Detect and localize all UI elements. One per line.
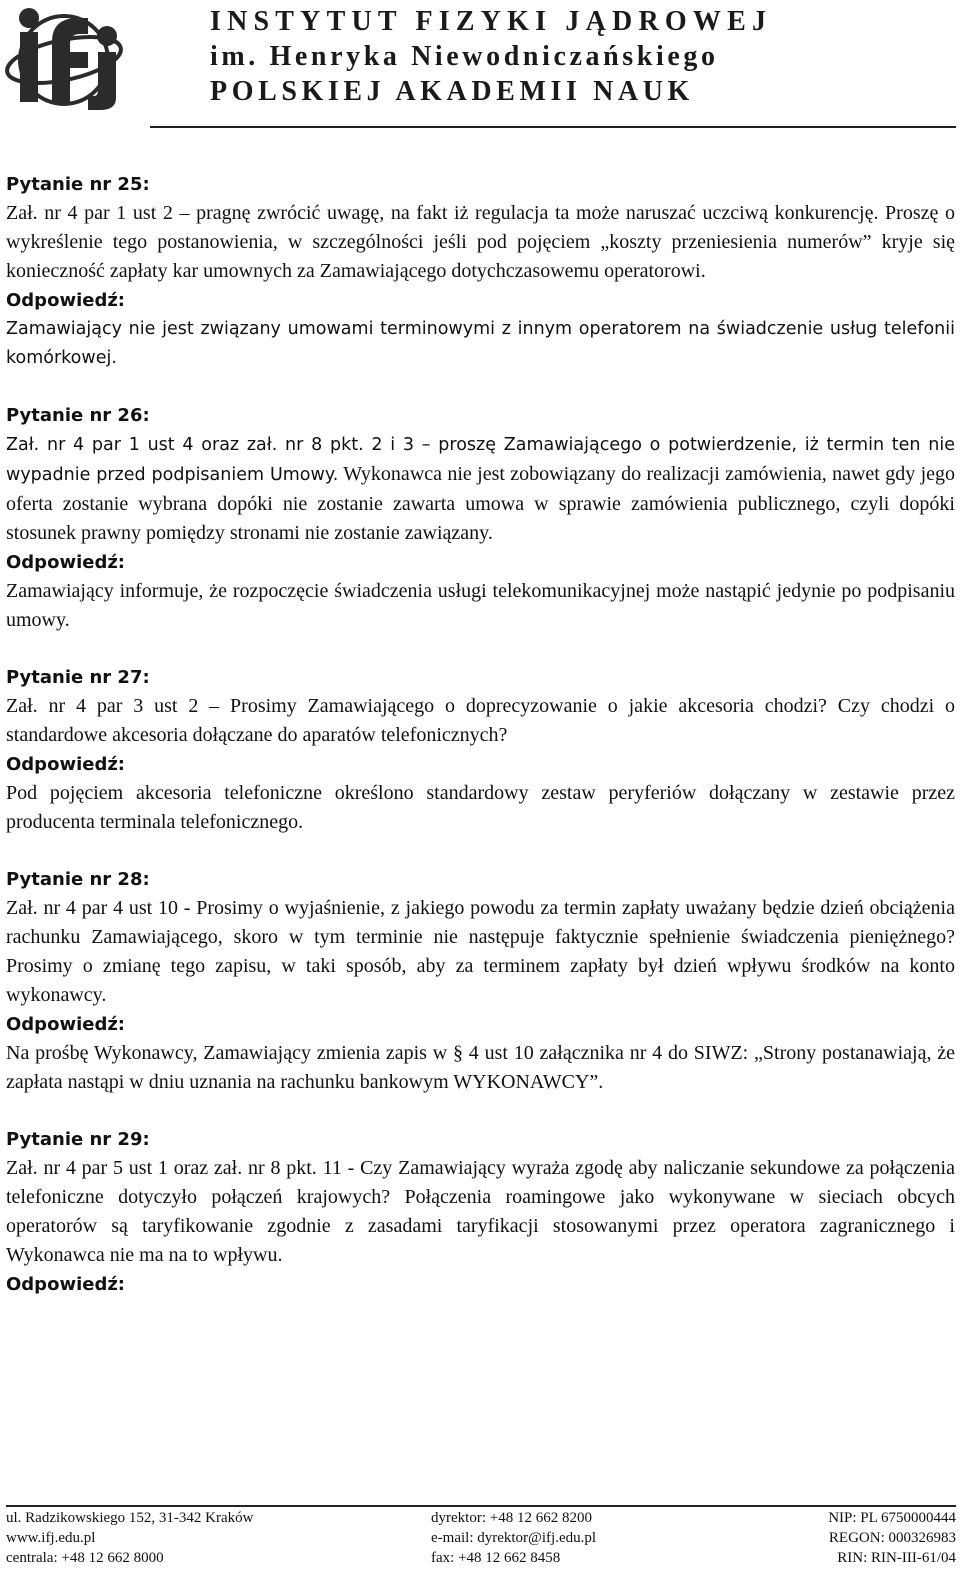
document-body bbox=[6, 170, 955, 1299]
footer-fax: fax: +48 12 662 8458 bbox=[431, 1550, 561, 1566]
question-item-27 bbox=[6, 663, 955, 837]
answer-text: Zamawiający nie jest związany umowami terminowymi z innym operatorem na świadczenie usług telefonii komórkowej. bbox=[6, 319, 955, 368]
footer-email-link[interactable]: e-mail: dyrektor@ifj.edu.pl bbox=[431, 1530, 597, 1546]
letterhead bbox=[0, 0, 960, 128]
footer-website-link[interactable]: www.ifj.edu.pl bbox=[6, 1530, 96, 1546]
answer-label: Odpowiedź: bbox=[6, 552, 126, 573]
question-title: Pytanie nr 29: bbox=[6, 1129, 150, 1150]
answer-text: Zamawiający informuje, że rozpoczęcie świadczenia usługi telekomunikacyjnej może nastąpić jedynie po podpisaniu umowy. bbox=[6, 580, 955, 631]
footer-contact-column bbox=[6, 1508, 253, 1568]
institute-line-1: INSTYTUT FIZYKI JĄDROWEJ bbox=[210, 6, 773, 37]
footer-director-column bbox=[431, 1508, 596, 1568]
header-divider bbox=[150, 126, 956, 128]
ifj-logo-icon bbox=[4, 2, 140, 112]
footer-regon: REGON: 000326983 bbox=[828, 1530, 956, 1546]
footer-nip: NIP: PL 6750000444 bbox=[828, 1510, 956, 1526]
answer-label: Odpowiedź: bbox=[6, 1014, 126, 1035]
footer-central-phone: centrala: +48 12 662 8000 bbox=[6, 1550, 164, 1566]
footer-registry-column bbox=[828, 1508, 956, 1568]
question-title: Pytanie nr 27: bbox=[6, 667, 150, 688]
question-title: Pytanie nr 25: bbox=[6, 174, 150, 195]
footer-address: ul. Radzikowskiego 152, 31-342 Kraków bbox=[6, 1510, 254, 1526]
question-text-part-1: Zał. nr 4 par 1 ust 4 oraz zał. nr 8 pkt. 2 i 3 – proszę Zamawiającego o potwierdzenie, iż termin ten nie wypadnie przed podpisaniem Umowy. bbox=[6, 435, 955, 485]
question-text: Zał. nr 4 par 4 ust 10 - Prosimy o wyjaśnienie, z jakiego powodu za termin zapłaty uważany będzie dzień obciążenia rachunku Zamawiającego, skoro w tym terminie nie następuje faktycznie spełnienie świadczenia pieniężnego? Prosimy o zmianę tego zapisu, w taki sposób, aby za terminem zapłaty był dzień wpływu środków na konto wykonawcy. bbox=[6, 897, 955, 1006]
institute-name bbox=[210, 4, 956, 109]
answer-text: Pod pojęciem akcesoria telefoniczne określono standardowy zestaw peryferiów dołączany w zestawie przez producenta terminala telefonicznego. bbox=[6, 782, 955, 833]
question-text: Zał. nr 4 par 1 ust 2 – pragnę zwrócić uwagę, na fakt iż regulacja ta może naruszać uczciwą konkurencję. Proszę o wykreślenie tego postanowienia, w szczególności jeśli pod pojęciem „koszty przeniesienia numerów” kryje się konieczność zapłaty kar umownych za Zamawiającego dotychczasowemu operatorowi. bbox=[6, 202, 955, 282]
question-item-25 bbox=[6, 170, 955, 373]
question-item-26 bbox=[6, 401, 955, 635]
footer-divider bbox=[6, 1505, 956, 1507]
question-title: Pytanie nr 28: bbox=[6, 869, 150, 890]
answer-text: Na prośbę Wykonawcy, Zamawiający zmienia zapis w § 4 ust 10 załącznika nr 4 do SIWZ: „Strony postanawiają, że zapłata nastąpi w dniu uznania na rachunku bankowym WYKONAWCY”. bbox=[6, 1042, 955, 1093]
institute-line-2: im. Henryka Niewodniczańskiego bbox=[210, 41, 719, 72]
answer-label: Odpowiedź: bbox=[6, 754, 126, 775]
question-item-29 bbox=[6, 1125, 955, 1299]
question-text bbox=[6, 430, 955, 548]
question-text: Zał. nr 4 par 5 ust 1 oraz zał. nr 8 pkt. 11 - Czy Zamawiający wyraża zgodę aby naliczanie sekundowe za połączenia telefoniczne dotyczyło połączeń krajowych? Połączenia roamingowe jako wykonywane w sieciach obcych operatorów są taryfikowanie zgodnie z zasadami taryfikacji stosowanymi przez operatora zagranicznego i Wykonawca nie ma na to wpływu. bbox=[6, 1157, 955, 1266]
question-title: Pytanie nr 26: bbox=[6, 405, 150, 426]
institute-line-3: POLSKIEJ AKADEMII NAUK bbox=[210, 76, 694, 107]
question-text-part-2: Wykonawca nie jest zobowiązany do realizacji zamówienia, nawet gdy jego oferta zostanie wybrana dopóki nie zostanie zawarta umowa w sprawie zamówienia publicznego, czyli dopóki stosunek prawny pomiędzy stronami nie zostanie zawiązany. bbox=[6, 463, 956, 544]
answer-label: Odpowiedź: bbox=[6, 1274, 126, 1295]
answer-label: Odpowiedź: bbox=[6, 290, 126, 311]
footer-rin: RIN: RIN-III-61/04 bbox=[837, 1550, 956, 1566]
question-item-28 bbox=[6, 865, 955, 1097]
question-text: Zał. nr 4 par 3 ust 2 – Prosimy Zamawiającego o doprecyzowanie o jakie akcesoria chodzi? Czy chodzi o standardowe akcesoria dołączane do aparatów telefonicznych? bbox=[6, 695, 955, 746]
footer-director-phone: dyrektor: +48 12 662 8200 bbox=[431, 1510, 592, 1526]
footer bbox=[6, 1508, 956, 1586]
